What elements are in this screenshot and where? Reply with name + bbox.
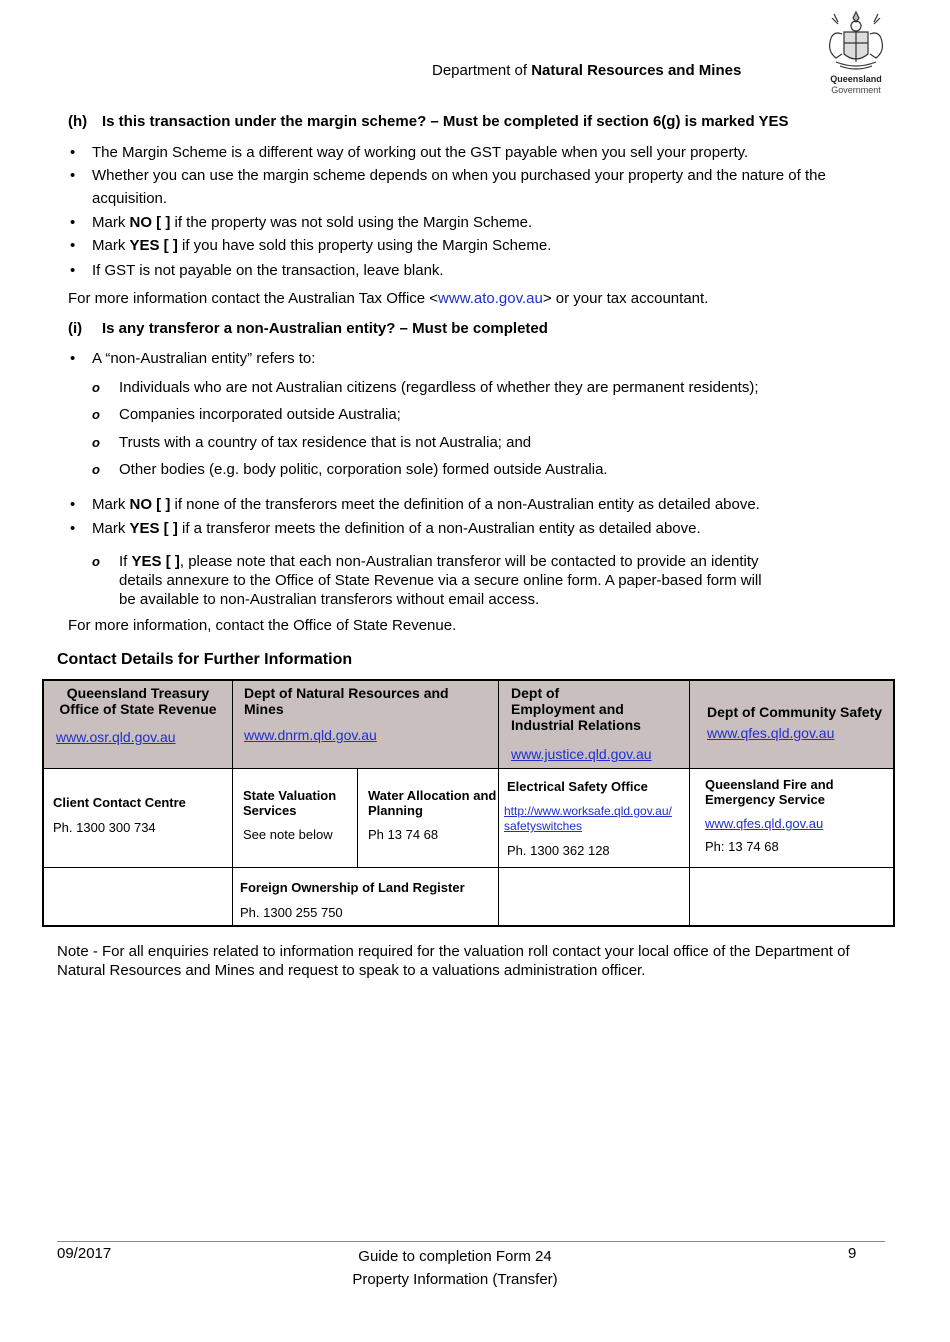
bullet-text: If GST is not payable on the transaction, leave blank. — [92, 262, 444, 279]
text: Water Allocation and — [368, 788, 497, 803]
text: If — [119, 553, 132, 570]
ato-info-paragraph — [68, 287, 708, 310]
worksafe-link[interactable] — [504, 804, 672, 834]
mark-yes-text: YES [ ] — [129, 520, 178, 537]
text: Queensland Fire and — [705, 777, 834, 792]
contact-table — [42, 679, 895, 927]
text: > or your tax accountant. — [542, 290, 709, 307]
queensland-government-logo — [822, 8, 890, 96]
contact-section-title: Contact Details for Further Information — [57, 651, 353, 668]
logo-text-queensland: Queensland — [830, 74, 882, 84]
column-divider — [689, 681, 690, 925]
qfes-title — [705, 777, 834, 807]
text: Guide to completion Form 24 — [358, 1248, 552, 1265]
bullet-icon: • — [70, 144, 76, 161]
header-department — [432, 62, 741, 79]
client-contact-centre-phone: Ph. 1300 300 734 — [53, 820, 156, 835]
sub-bullet-icon: o — [92, 407, 100, 422]
table-header-cell — [44, 681, 232, 768]
text: Employment and — [511, 701, 624, 717]
text: Mines — [244, 701, 284, 717]
text: , please note that each non-Australian transferor will be contacted to provide an identity — [179, 553, 759, 570]
crest-icon — [822, 8, 890, 74]
text: Services — [243, 803, 297, 818]
qfes-phone: Ph: 13 74 68 — [705, 839, 779, 854]
sub-bullet-text: Other bodies (e.g. body politic, corporation sole) formed outside Australia. — [119, 461, 608, 478]
text: Office of State Revenue — [59, 701, 217, 717]
water-allocation-phone: Ph 13 74 68 — [368, 827, 439, 842]
column-divider — [232, 681, 233, 925]
row-divider — [44, 768, 893, 769]
sub-bullet-icon: o — [92, 462, 100, 477]
client-contact-centre-title: Client Contact Centre — [53, 795, 186, 810]
section-h-heading — [68, 113, 789, 130]
bullet-icon: • — [70, 520, 76, 537]
logo-text-government: Government — [831, 85, 881, 95]
text: details annexure to the Office of State Revenue via a secure online form. A paper-based form will — [119, 572, 762, 589]
mark-no-text: NO [ ] — [129, 496, 171, 513]
text: if the property was not sold using the Margin Scheme. — [170, 214, 533, 231]
footer-title — [300, 1245, 610, 1291]
electrical-safety-phone: Ph. 1300 362 128 — [507, 843, 610, 858]
text: Property Information (Transfer) — [352, 1271, 558, 1288]
text: if none of the transferors meet the definition of a non-Australian entity as detailed above. — [170, 496, 760, 513]
bullet-icon: • — [70, 237, 76, 254]
section-h-title: Is this transaction under the margin scheme? – Must be completed if section 6(g) is marked YES — [102, 113, 789, 130]
water-allocation-title — [368, 788, 496, 818]
header-title — [44, 685, 232, 717]
text: http://www.worksafe.qld.gov.au/ — [504, 804, 672, 818]
sub-bullet-text: Individuals who are not Australian citizens (regardless of whether they are permanent residents); — [119, 379, 759, 396]
dnrm-link[interactable]: www.dnrm.qld.gov.au — [244, 727, 377, 743]
table-header-cell — [233, 681, 498, 768]
bullet-text: A “non-Australian entity” refers to: — [92, 350, 316, 367]
header-title: Dept of Community Safety — [707, 704, 883, 720]
footer-date: 09/2017 — [57, 1245, 112, 1262]
state-valuation-note: See note below — [243, 827, 333, 842]
section-h-label: (h) — [68, 113, 88, 130]
osr-info-paragraph: For more information, contact the Office of State Revenue. — [68, 617, 457, 634]
section-i-label: (i) — [68, 320, 83, 337]
column-divider — [357, 768, 358, 867]
justice-link[interactable]: www.justice.qld.gov.au — [511, 746, 652, 762]
valuation-note: Note - For all enquiries related to information required for the valuation roll contact your local office of the Department of Natural Resources and Mines and request to speak to a valuations administration officer. — [57, 943, 850, 979]
text: if a transferor meets the definition of a non-Australian entity as detailed above. — [177, 520, 701, 537]
bullet-icon: • — [70, 496, 76, 513]
text: Mark — [92, 496, 130, 513]
text: Queensland Treasury — [66, 685, 210, 701]
bullet-text — [92, 211, 882, 234]
header-dept-name: Natural Resources and Mines — [531, 62, 742, 79]
sub-bullet-text — [119, 552, 809, 609]
qfes-header-link[interactable]: www.qfes.qld.gov.au — [707, 725, 835, 741]
osr-link[interactable]: www.osr.qld.gov.au — [56, 729, 176, 745]
table-header-cell — [690, 681, 893, 768]
text: safetyswitches — [504, 819, 583, 833]
text: For more information contact the Australian Tax Office < — [68, 290, 439, 307]
bullet-icon: • — [70, 214, 76, 231]
foreign-ownership-title: Foreign Ownership of Land Register — [240, 880, 465, 895]
mark-no-text: NO [ ] — [129, 214, 171, 231]
column-divider — [498, 681, 499, 925]
bullet-continuation: acquisition. — [92, 190, 168, 207]
foreign-ownership-phone: Ph. 1300 255 750 — [240, 905, 343, 920]
text: Mark — [92, 237, 130, 254]
footer-divider — [57, 1241, 885, 1242]
text: Emergency Service — [705, 792, 825, 807]
header-dept-prefix: Department of — [432, 62, 532, 79]
text: Mark — [92, 214, 130, 231]
text: Industrial Relations — [511, 717, 641, 733]
table-header-cell — [499, 681, 689, 768]
if-yes-text: YES [ ] — [131, 553, 180, 570]
sub-bullet-text: Trusts with a country of tax residence that is not Australia; and — [119, 434, 532, 451]
state-valuation-title — [243, 788, 336, 818]
bullet-text: The Margin Scheme is a different way of working out the GST payable when you sell your property. — [92, 144, 749, 161]
text: be available to non-Australian transferors without email access. — [119, 591, 540, 608]
sub-bullet-text: Companies incorporated outside Australia; — [119, 406, 401, 423]
sub-bullet-icon: o — [92, 435, 100, 450]
qfes-link[interactable]: www.qfes.qld.gov.au — [705, 816, 824, 831]
page-number: 9 — [848, 1245, 857, 1262]
sub-bullet-icon: o — [92, 554, 100, 569]
text: Mark — [92, 520, 130, 537]
mark-yes-text: YES [ ] — [129, 237, 178, 254]
text: Dept of — [511, 685, 560, 701]
sub-bullet-icon: o — [92, 380, 100, 395]
row-divider — [44, 867, 893, 868]
text: State Valuation — [243, 788, 337, 803]
ato-link[interactable]: www.ato.gov.au — [438, 290, 543, 307]
bullet-icon: • — [70, 350, 76, 367]
text: Planning — [368, 803, 423, 818]
text: Dept of Natural Resources and — [244, 685, 449, 701]
text: if you have sold this property using the Margin Scheme. — [177, 237, 552, 254]
header-title — [511, 685, 641, 733]
header-title — [244, 685, 449, 717]
bullet-icon: • — [70, 167, 76, 184]
electrical-safety-title: Electrical Safety Office — [507, 779, 648, 794]
bullet-text — [92, 493, 882, 516]
section-i-title: Is any transferor a non-Australian entity? – Must be completed — [102, 320, 548, 337]
bullet-text — [92, 517, 882, 540]
bullet-text: Whether you can use the margin scheme depends on when you purchased your property and the nature of the — [92, 167, 826, 184]
bullet-text — [92, 234, 882, 257]
bullet-icon: • — [70, 262, 76, 279]
section-i-heading — [68, 320, 548, 337]
